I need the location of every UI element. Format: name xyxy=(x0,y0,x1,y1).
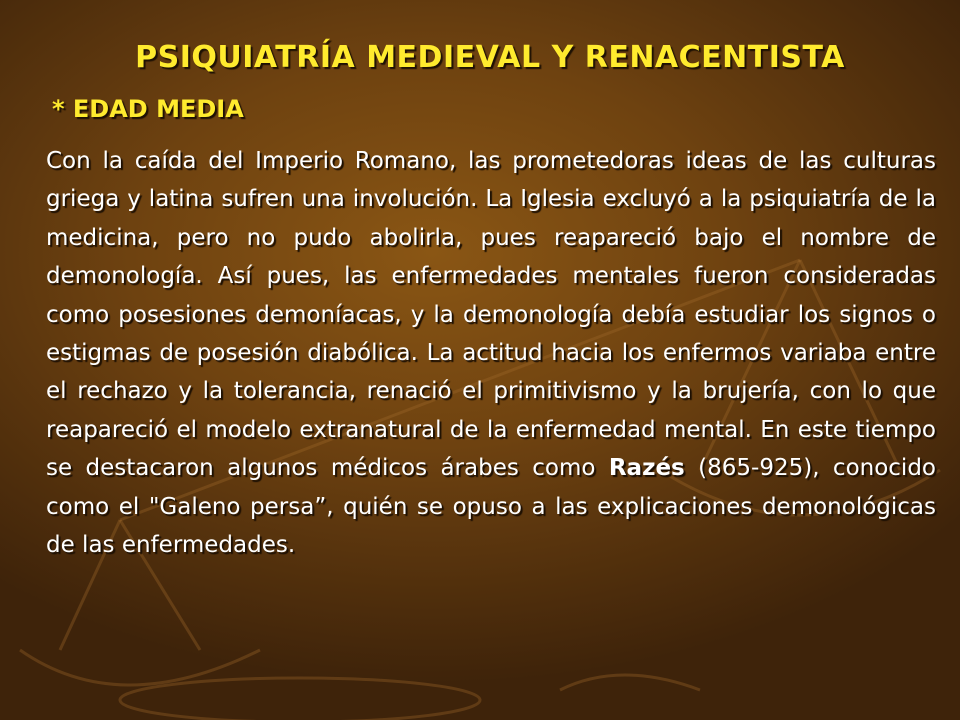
paragraph-text-before-name: Con la caída del Imperio Romano, las prometedoras ideas de las culturas griega y latina sufren una involución. La Iglesia excluyó a la psiquiatría de la medicina, pero no pudo abolirla, pues reapareció bajo el nombre de demonología. Así pues, las enfermedades mentales fueron consideradas como posesiones demoníacas, y la demonología debía estudiar los signos o estigmas de posesión diabólica. La actitud hacia los enfermos variaba entre el rechazo y la tolerancia, renació el primitivismo y la brujería, con lo que reapareció el modelo extranatural de la enfermedad mental. En este tiempo se destacaron algunos médicos árabes como xyxy=(46,148,936,482)
slide-title: PSIQUIATRÍA MEDIEVAL Y RENACENTISTA xyxy=(135,40,845,75)
section-heading: * EDAD MEDIA xyxy=(52,95,244,123)
paragraph-text-after-name: (865-925), conocido como el "Galeno persa”, quién se opuso a las explicaciones demonológicas de las enfermedades. xyxy=(46,455,936,559)
highlighted-name: Razés xyxy=(608,455,685,482)
body-paragraph xyxy=(46,142,936,564)
